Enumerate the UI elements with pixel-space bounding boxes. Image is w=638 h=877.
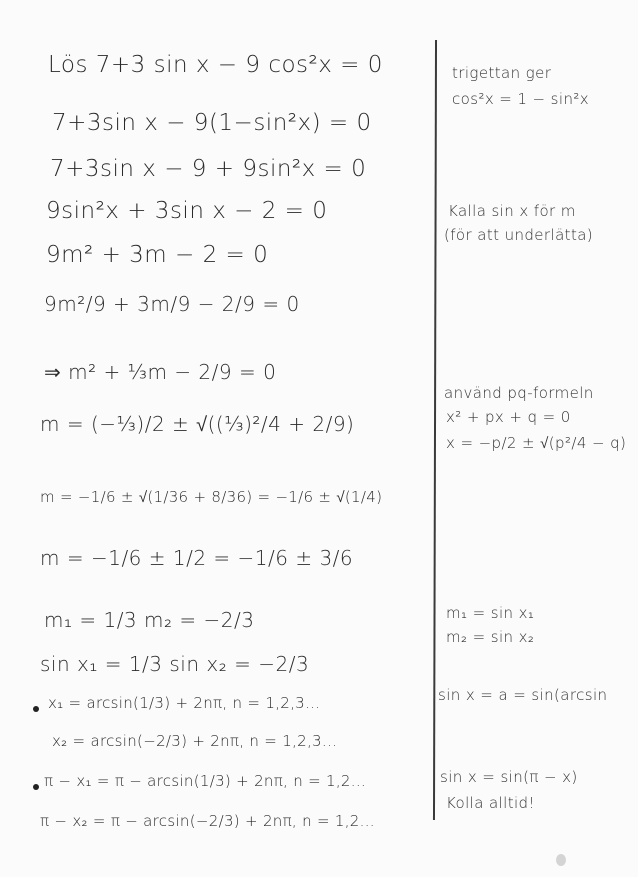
note-line-3: Kalla sin x för m (448, 202, 576, 220)
math-line-2: 7+3sin x − 9(1−sin²x) = 0 (52, 110, 372, 136)
note-line-6: x² + px + q = 0 (446, 408, 571, 426)
math-line-1: Lös 7+3 sin x − 9 cos²x = 0 (48, 52, 383, 78)
note-line-8: m₁ = sin x₁ (446, 604, 535, 622)
note-line-10: sin x = a = sin(arcsin (438, 686, 608, 704)
math-line-4: 9sin²x + 3sin x − 2 = 0 (46, 198, 328, 224)
ink-smudge (556, 854, 566, 866)
note-line-7: x = −p/2 ± √(p²/4 − q) (446, 434, 627, 452)
math-line-10: m = −1/6 ± 1/2 = −1/6 ± 3/6 (40, 546, 354, 570)
note-line-9: m₂ = sin x₂ (446, 628, 535, 646)
note-line-12: Kolla alltid! (446, 794, 535, 812)
math-line-3: 7+3sin x − 9 + 9sin²x = 0 (50, 156, 367, 182)
math-line-6: 9m²/9 + 3m/9 − 2/9 = 0 (44, 292, 300, 316)
bullet-point (33, 706, 39, 712)
math-line-12: sin x₁ = 1/3 sin x₂ = −2/3 (40, 652, 310, 676)
math-line-5: 9m² + 3m − 2 = 0 (46, 242, 269, 268)
column-divider (433, 40, 437, 820)
math-line-15: π − x₁ = π − arcsin(1/3) + 2nπ, n = 1,2... (44, 772, 366, 790)
math-line-13: x₁ = arcsin(1/3) + 2nπ, n = 1,2,3... (48, 694, 321, 712)
note-line-1: trigettan ger (452, 64, 552, 82)
note-line-5: använd pq-formeln (444, 384, 594, 402)
note-line-2: cos²x = 1 − sin²x (452, 90, 590, 108)
bullet-point (33, 784, 39, 790)
math-line-8: m = (−⅓)/2 ± √((⅓)²/4 + 2/9) (40, 412, 355, 436)
math-line-9: m = −1/6 ± √(1/36 + 8/36) = −1/6 ± √(1/4) (40, 488, 383, 506)
math-line-16: π − x₂ = π − arcsin(−2/3) + 2nπ, n = 1,2... (40, 812, 375, 830)
math-line-11: m₁ = 1/3 m₂ = −2/3 (44, 608, 255, 632)
math-line-7: ⇒ m² + ⅓m − 2/9 = 0 (44, 360, 277, 384)
note-line-11: sin x = sin(π − x) (440, 768, 578, 786)
math-line-14: x₂ = arcsin(−2/3) + 2nπ, n = 1,2,3... (52, 732, 338, 750)
note-line-4: (för att underlätta) (444, 226, 594, 244)
